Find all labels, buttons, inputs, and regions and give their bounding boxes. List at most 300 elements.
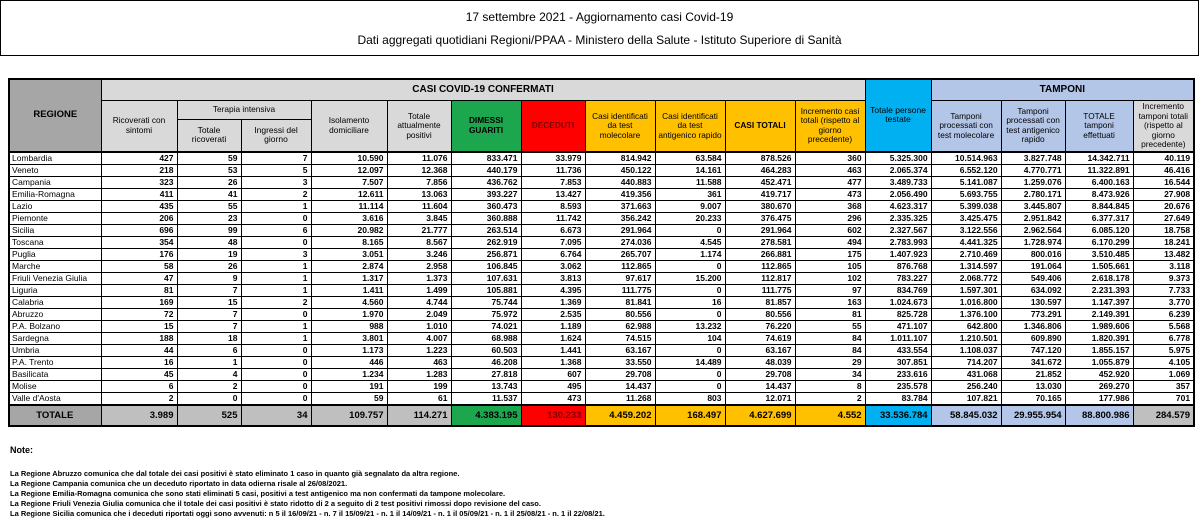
table-row <box>9 152 1194 165</box>
value-cell: 8 <box>795 380 865 392</box>
value-cell: 1 <box>241 200 311 212</box>
table-header <box>9 79 1194 152</box>
value-cell: 11.322.891 <box>1065 164 1133 176</box>
value-cell: 5.399.038 <box>931 200 1001 212</box>
value-cell: 33.536.784 <box>865 405 931 426</box>
title-band <box>0 0 1199 56</box>
value-cell: 27.649 <box>1133 212 1194 224</box>
value-cell: 1.210.501 <box>931 332 1001 344</box>
value-cell: 450.122 <box>585 164 655 176</box>
table-body <box>9 152 1194 426</box>
value-cell: 2.618.178 <box>1065 272 1133 284</box>
value-cell: 3.051 <box>311 248 387 260</box>
value-cell: 452.471 <box>725 176 795 188</box>
value-cell: 10.590 <box>311 152 387 165</box>
value-cell: 354 <box>101 236 177 248</box>
value-cell: 1.368 <box>521 356 585 368</box>
region-name: P.A. Bolzano <box>9 320 101 332</box>
value-cell: 74.021 <box>451 320 521 332</box>
value-cell: 291.964 <box>725 224 795 236</box>
value-cell: 13.063 <box>387 188 451 200</box>
value-cell: 58.845.032 <box>931 405 1001 426</box>
value-cell: 6.778 <box>1133 332 1194 344</box>
value-cell: 11.537 <box>451 392 521 405</box>
value-cell: 642.800 <box>931 320 1001 332</box>
value-cell: 11.588 <box>655 176 725 188</box>
value-cell: 3.989 <box>101 405 177 426</box>
value-cell: 7 <box>177 308 241 320</box>
value-cell: 105.881 <box>451 284 521 296</box>
value-cell: 7.095 <box>521 236 585 248</box>
region-name: Liguria <box>9 284 101 296</box>
value-cell: 40.119 <box>1133 152 1194 165</box>
table-row <box>9 344 1194 356</box>
value-cell: 12.611 <box>311 188 387 200</box>
value-cell: 15 <box>101 320 177 332</box>
value-cell: 494 <box>795 236 865 248</box>
value-cell: 1.989.606 <box>1065 320 1133 332</box>
value-cell: 13.427 <box>521 188 585 200</box>
value-cell: 7 <box>177 320 241 332</box>
value-cell: 471.107 <box>865 320 931 332</box>
value-cell: 1.314.597 <box>931 260 1001 272</box>
value-cell: 4.744 <box>387 296 451 308</box>
header-incremento-tamponi: Incremento tamponi totali (rispetto al giorno precedente) <box>1133 101 1194 152</box>
region-name: Molise <box>9 380 101 392</box>
value-cell: 1.189 <box>521 320 585 332</box>
value-cell: 7.733 <box>1133 284 1194 296</box>
value-cell: 12.071 <box>725 392 795 405</box>
value-cell: 2.149.391 <box>1065 308 1133 320</box>
value-cell: 81 <box>795 308 865 320</box>
value-cell: 803 <box>655 392 725 405</box>
value-cell: 84 <box>795 332 865 344</box>
value-cell: 291.964 <box>585 224 655 236</box>
value-cell: 1.011.107 <box>865 332 931 344</box>
value-cell: 0 <box>241 308 311 320</box>
value-cell: 4.383.195 <box>451 405 521 426</box>
value-cell: 175 <box>795 248 865 260</box>
value-cell: 2.231.393 <box>1065 284 1133 296</box>
value-cell: 7 <box>177 284 241 296</box>
value-cell: 1.010 <box>387 320 451 332</box>
value-cell: 163 <box>795 296 865 308</box>
value-cell: 75.972 <box>451 308 521 320</box>
value-cell: 13.482 <box>1133 248 1194 260</box>
table-row <box>9 356 1194 368</box>
value-cell: 9.373 <box>1133 272 1194 284</box>
value-cell: 634.092 <box>1001 284 1065 296</box>
value-cell: 2.056.490 <box>865 188 931 200</box>
value-cell: 80.556 <box>585 308 655 320</box>
value-cell: 11.604 <box>387 200 451 212</box>
value-cell: 6.400.163 <box>1065 176 1133 188</box>
value-cell: 0 <box>241 236 311 248</box>
region-name: Valle d'Aosta <box>9 392 101 405</box>
value-cell: 9.007 <box>655 200 725 212</box>
header-dimessi-guariti: DIMESSI GUARITI <box>451 101 521 152</box>
value-cell: 1 <box>241 260 311 272</box>
value-cell: 3.445.807 <box>1001 200 1065 212</box>
value-cell: 284.579 <box>1133 405 1194 426</box>
value-cell: 34 <box>241 405 311 426</box>
value-cell: 0 <box>241 392 311 405</box>
region-name: Puglia <box>9 248 101 260</box>
value-cell: 7.507 <box>311 176 387 188</box>
header-totale-tamponi: TOTALE tamponi effettuati <box>1065 101 1133 152</box>
value-cell: 2 <box>177 380 241 392</box>
value-cell: 168.497 <box>655 405 725 426</box>
region-name: Veneto <box>9 164 101 176</box>
region-name: Toscana <box>9 236 101 248</box>
notes-list <box>10 469 1200 519</box>
value-cell: 1.346.806 <box>1001 320 1065 332</box>
value-cell: 3.489.733 <box>865 176 931 188</box>
value-cell: 59 <box>311 392 387 405</box>
value-cell: 473 <box>795 188 865 200</box>
table-row <box>9 200 1194 212</box>
value-cell: 800.016 <box>1001 248 1065 260</box>
value-cell: 46.208 <box>451 356 521 368</box>
value-cell: 4.105 <box>1133 356 1194 368</box>
value-cell: 368 <box>795 200 865 212</box>
value-cell: 1.223 <box>387 344 451 356</box>
value-cell: 263.514 <box>451 224 521 236</box>
value-cell: 48.039 <box>725 356 795 368</box>
value-cell: 269.270 <box>1065 380 1133 392</box>
value-cell: 130.597 <box>1001 296 1065 308</box>
value-cell: 14.342.711 <box>1065 152 1133 165</box>
value-cell: 10.514.963 <box>931 152 1001 165</box>
value-cell: 84 <box>795 344 865 356</box>
value-cell: 6.673 <box>521 224 585 236</box>
value-cell: 357 <box>1133 380 1194 392</box>
value-cell: 6.170.299 <box>1065 236 1133 248</box>
value-cell: 701 <box>1133 392 1194 405</box>
value-cell: 29 <box>795 356 865 368</box>
header-incremento-casi: Incremento casi totali (rispetto al giorno precedente) <box>795 101 865 152</box>
value-cell: 4.441.325 <box>931 236 1001 248</box>
value-cell: 33.979 <box>521 152 585 165</box>
report-title: 17 settembre 2021 - Aggiornamento casi Covid-19 <box>465 9 734 24</box>
value-cell: 1.411 <box>311 284 387 296</box>
region-name: Umbria <box>9 344 101 356</box>
value-cell: 2.068.772 <box>931 272 1001 284</box>
value-cell: 176 <box>101 248 177 260</box>
value-cell: 2 <box>101 392 177 405</box>
value-cell: 1.505.661 <box>1065 260 1133 272</box>
table-row <box>9 308 1194 320</box>
table-row <box>9 368 1194 380</box>
value-cell: 3.616 <box>311 212 387 224</box>
value-cell: 773.291 <box>1001 308 1065 320</box>
value-cell: 435 <box>101 200 177 212</box>
value-cell: 102 <box>795 272 865 284</box>
value-cell: 206 <box>101 212 177 224</box>
value-cell: 26 <box>177 176 241 188</box>
value-cell: 440.883 <box>585 176 655 188</box>
value-cell: 13.232 <box>655 320 725 332</box>
value-cell: 6.377.317 <box>1065 212 1133 224</box>
value-cell: 11.076 <box>387 152 451 165</box>
value-cell: 112.817 <box>725 272 795 284</box>
value-cell: 1.174 <box>655 248 725 260</box>
value-cell: 266.881 <box>725 248 795 260</box>
value-cell: 11.114 <box>311 200 387 212</box>
value-cell: 1.855.157 <box>1065 344 1133 356</box>
value-cell: 45 <box>101 368 177 380</box>
value-cell: 2.962.564 <box>1001 224 1065 236</box>
value-cell: 0 <box>655 344 725 356</box>
value-cell: 235.578 <box>865 380 931 392</box>
value-cell: 97.617 <box>585 272 655 284</box>
value-cell: 11.742 <box>521 212 585 224</box>
value-cell: 1.624 <box>521 332 585 344</box>
value-cell: 878.526 <box>725 152 795 165</box>
value-cell: 23 <box>177 212 241 224</box>
value-cell: 452.920 <box>1065 368 1133 380</box>
value-cell: 14.437 <box>725 380 795 392</box>
note-item: La Regione Friuli Venezia Giulia comunica che il totale dei casi positivi è stato ridotto di 2 a seguito di 2 test positivi rimossi dopo revisione del caso. <box>10 499 541 509</box>
value-cell: 440.179 <box>451 164 521 176</box>
table-row <box>9 176 1194 188</box>
value-cell: 4.627.699 <box>725 405 795 426</box>
value-cell: 1.055.879 <box>1065 356 1133 368</box>
value-cell: 2.327.567 <box>865 224 931 236</box>
value-cell: 58 <box>101 260 177 272</box>
table-row <box>9 224 1194 236</box>
table-row <box>9 260 1194 272</box>
value-cell: 29.955.954 <box>1001 405 1065 426</box>
value-cell: 1.407.923 <box>865 248 931 260</box>
value-cell: 2.958 <box>387 260 451 272</box>
value-cell: 76.220 <box>725 320 795 332</box>
value-cell: 21.852 <box>1001 368 1065 380</box>
value-cell: 411 <box>101 188 177 200</box>
value-cell: 29.708 <box>725 368 795 380</box>
covid-data-table <box>8 78 1195 427</box>
value-cell: 5.975 <box>1133 344 1194 356</box>
region-name: Abruzzo <box>9 308 101 320</box>
header-ingressi-del-giorno: Ingressi del giorno <box>241 120 311 152</box>
value-cell: 446 <box>311 356 387 368</box>
value-cell: 15 <box>177 296 241 308</box>
value-cell: 4.007 <box>387 332 451 344</box>
value-cell: 55 <box>795 320 865 332</box>
note-item: La Regione Campania comunica che un deceduto riportato in data odierna risale al 26/08/2021. <box>10 478 348 488</box>
value-cell: 0 <box>241 368 311 380</box>
value-cell: 256.871 <box>451 248 521 260</box>
value-cell: 7 <box>241 152 311 165</box>
value-cell: 12.097 <box>311 164 387 176</box>
value-cell: 68.988 <box>451 332 521 344</box>
note-item: La Regione Abruzzo comunica che dal totale dei casi positivi è stato eliminato 1 caso in quanto già segnalato da altra regione. <box>10 468 460 478</box>
value-cell: 825.728 <box>865 308 931 320</box>
value-cell: 4.545 <box>655 236 725 248</box>
value-cell: 191.064 <box>1001 260 1065 272</box>
value-cell: 114.271 <box>387 405 451 426</box>
value-cell: 262.919 <box>451 236 521 248</box>
region-name: TOTALE <box>9 405 101 426</box>
value-cell: 81 <box>101 284 177 296</box>
value-cell: 0 <box>655 284 725 296</box>
value-cell: 5.568 <box>1133 320 1194 332</box>
value-cell: 112.865 <box>585 260 655 272</box>
header-tamponi-antigenico: Tamponi processati con test antigenico rapido <box>1001 101 1065 152</box>
value-cell: 199 <box>387 380 451 392</box>
value-cell: 74.515 <box>585 332 655 344</box>
value-cell: 61 <box>387 392 451 405</box>
value-cell: 360.888 <box>451 212 521 224</box>
value-cell: 26 <box>177 260 241 272</box>
table-row <box>9 320 1194 332</box>
value-cell: 1.024.673 <box>865 296 931 308</box>
value-cell: 14.161 <box>655 164 725 176</box>
value-cell: 376.475 <box>725 212 795 224</box>
value-cell: 1.376.100 <box>931 308 1001 320</box>
value-cell: 3.122.556 <box>931 224 1001 236</box>
value-cell: 0 <box>655 368 725 380</box>
value-cell: 3.118 <box>1133 260 1194 272</box>
value-cell: 7.853 <box>521 176 585 188</box>
value-cell: 106.845 <box>451 260 521 272</box>
value-cell: 53 <box>177 164 241 176</box>
value-cell: 6.764 <box>521 248 585 260</box>
value-cell: 6.552.120 <box>931 164 1001 176</box>
value-cell: 44 <box>101 344 177 356</box>
total-row <box>9 405 1194 426</box>
value-cell: 5 <box>241 164 311 176</box>
value-cell: 0 <box>655 380 725 392</box>
value-cell: 8.567 <box>387 236 451 248</box>
value-cell: 278.581 <box>725 236 795 248</box>
value-cell: 4.623.317 <box>865 200 931 212</box>
value-cell: 14.489 <box>655 356 725 368</box>
region-name: Calabria <box>9 296 101 308</box>
note-item: La Regione Sicilia comunica che i deceduti riportati oggi sono avvenuti: n 5 il 16/09/21 - n. 7 il 15/09/21 - n. 1 il 14/09/21 - n. 1 il 05/09/21 - n. 1 il 25/08/21 - n. 1 il 22/08/21. <box>10 509 605 519</box>
header-group-tamponi: TAMPONI <box>931 79 1194 101</box>
value-cell: 107.631 <box>451 272 521 284</box>
value-cell: 274.036 <box>585 236 655 248</box>
value-cell: 0 <box>177 392 241 405</box>
value-cell: 1.597.301 <box>931 284 1001 296</box>
value-cell: 59 <box>177 152 241 165</box>
value-cell: 111.775 <box>725 284 795 296</box>
notes-label: Note: <box>10 444 33 455</box>
value-cell: 13.743 <box>451 380 521 392</box>
value-cell: 2.049 <box>387 308 451 320</box>
value-cell: 0 <box>241 212 311 224</box>
value-cell: 1.069 <box>1133 368 1194 380</box>
value-cell: 19 <box>177 248 241 260</box>
region-name: Sicilia <box>9 224 101 236</box>
value-cell: 419.356 <box>585 188 655 200</box>
value-cell: 4.395 <box>521 284 585 296</box>
header-group-terapia-intensiva: Terapia intensiva <box>177 101 311 120</box>
header-tamponi-molecolare: Tamponi processati con test molecolare <box>931 101 1001 152</box>
value-cell: 0 <box>241 344 311 356</box>
value-cell: 2 <box>241 188 311 200</box>
value-cell: 3 <box>241 248 311 260</box>
value-cell: 60.503 <box>451 344 521 356</box>
value-cell: 20.233 <box>655 212 725 224</box>
value-cell: 2.951.842 <box>1001 212 1065 224</box>
value-cell: 74.619 <box>725 332 795 344</box>
value-cell: 2 <box>795 392 865 405</box>
value-cell: 477 <box>795 176 865 188</box>
table-row <box>9 248 1194 260</box>
value-cell: 1.373 <box>387 272 451 284</box>
value-cell: 2.065.374 <box>865 164 931 176</box>
value-cell: 0 <box>655 308 725 320</box>
value-cell: 55 <box>177 200 241 212</box>
value-cell: 463 <box>795 164 865 176</box>
value-cell: 8.593 <box>521 200 585 212</box>
value-cell: 1 <box>241 284 311 296</box>
value-cell: 3 <box>241 176 311 188</box>
region-name: Piemonte <box>9 212 101 224</box>
value-cell: 233.616 <box>865 368 931 380</box>
value-cell: 4.552 <box>795 405 865 426</box>
value-cell: 1.234 <box>311 368 387 380</box>
value-cell: 81.841 <box>585 296 655 308</box>
value-cell: 15.200 <box>655 272 725 284</box>
header-casi-test-antigenico: Casi identificati da test antigenico rapido <box>655 101 725 152</box>
value-cell: 6.239 <box>1133 308 1194 320</box>
value-cell: 427 <box>101 152 177 165</box>
value-cell: 109.757 <box>311 405 387 426</box>
notes-section <box>10 445 1200 519</box>
value-cell: 3.246 <box>387 248 451 260</box>
value-cell: 1.970 <box>311 308 387 320</box>
value-cell: 3.827.748 <box>1001 152 1065 165</box>
value-cell: 2.780.171 <box>1001 188 1065 200</box>
value-cell: 4.770.771 <box>1001 164 1065 176</box>
value-cell: 602 <box>795 224 865 236</box>
value-cell: 2.710.469 <box>931 248 1001 260</box>
value-cell: 4 <box>177 368 241 380</box>
region-name: Basilicata <box>9 368 101 380</box>
value-cell: 99 <box>177 224 241 236</box>
value-cell: 177.986 <box>1065 392 1133 405</box>
value-cell: 380.670 <box>725 200 795 212</box>
value-cell: 18.241 <box>1133 236 1194 248</box>
value-cell: 876.768 <box>865 260 931 272</box>
header-group-casi-confermati: CASI COVID-19 CONFERMATI <box>101 79 865 101</box>
value-cell: 1.259.076 <box>1001 176 1065 188</box>
header-casi-test-molecolare: Casi identificati da test molecolare <box>585 101 655 152</box>
value-cell: 9 <box>177 272 241 284</box>
value-cell: 607 <box>521 368 585 380</box>
value-cell: 63.167 <box>585 344 655 356</box>
value-cell: 296 <box>795 212 865 224</box>
value-cell: 48 <box>177 236 241 248</box>
header-totale-ricoverati: Totale ricoverati <box>177 120 241 152</box>
value-cell: 105 <box>795 260 865 272</box>
value-cell: 13.030 <box>1001 380 1065 392</box>
value-cell: 1.728.974 <box>1001 236 1065 248</box>
value-cell: 256.240 <box>931 380 1001 392</box>
value-cell: 34 <box>795 368 865 380</box>
value-cell: 1.369 <box>521 296 585 308</box>
region-name: Lombardia <box>9 152 101 165</box>
value-cell: 988 <box>311 320 387 332</box>
header-casi-totali: CASI TOTALI <box>725 101 795 152</box>
value-cell: 495 <box>521 380 585 392</box>
value-cell: 1.441 <box>521 344 585 356</box>
value-cell: 714.207 <box>931 356 1001 368</box>
value-cell: 393.227 <box>451 188 521 200</box>
